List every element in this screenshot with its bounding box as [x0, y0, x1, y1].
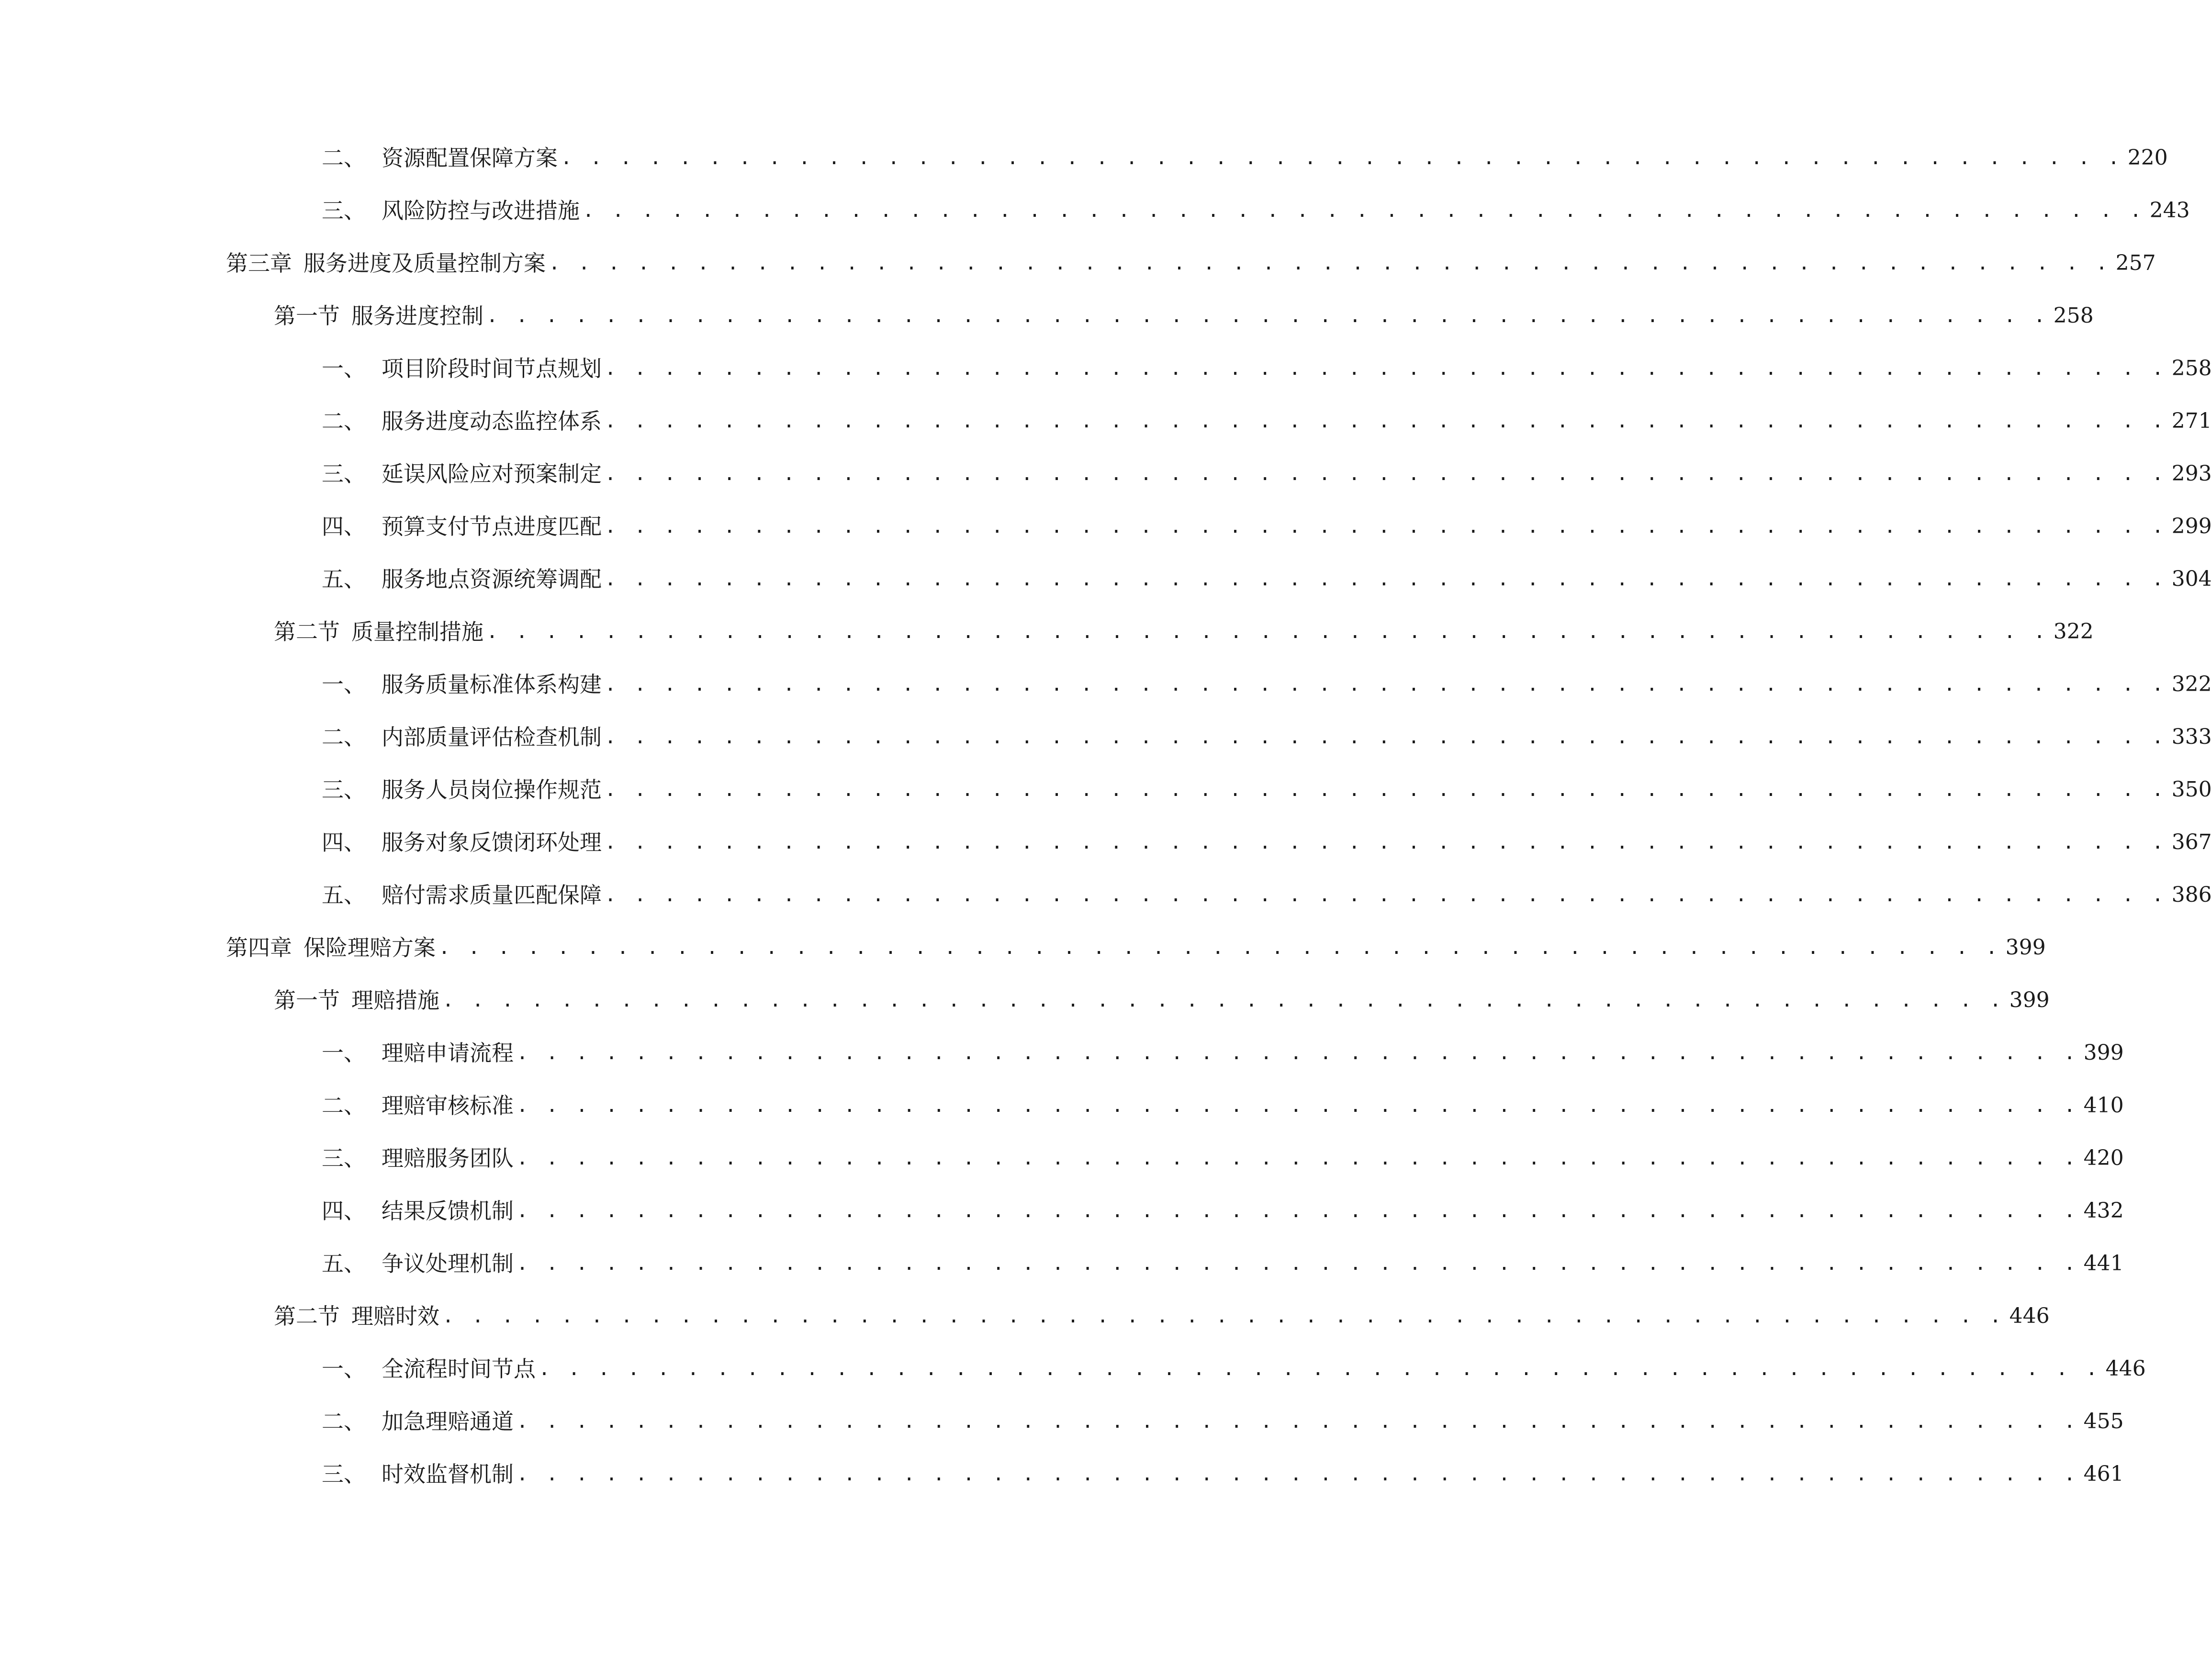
toc-entry-title: 全流程时间节点 — [382, 1356, 536, 1382]
toc-leader-dots: . . . . . . . . . . . . . . . . . . . . . . . . . . . . . . . . . . . . . . . . . . . . . . . . . . . . . — [517, 1147, 2079, 1169]
toc-entry-marker: 第四章 — [226, 935, 292, 961]
toc-entry-title: 服务进度及质量控制方案 — [303, 250, 546, 276]
toc-entry-page-number: 299 — [2171, 514, 2212, 538]
toc-leader-dots: . . . . . . . . . . . . . . . . . . . . . . . . . . . . . . . . . . . . . . . . . . . . . . . . . . . . . — [605, 515, 2167, 537]
toc-entry-title: 质量控制措施 — [351, 619, 483, 645]
toc-entry-marker: 第二节 — [274, 1303, 340, 1329]
toc-entry[interactable] — [0, 869, 2212, 921]
toc-leader-dots: . . . . . . . . . . . . . . . . . . . . . . . . . . . . . . . . . . . . . . . . . . . . . . . . . . . . . — [605, 568, 2167, 590]
toc-entry-marker: 二、 — [322, 724, 366, 750]
toc-entry-marker: 二、 — [322, 145, 366, 171]
toc-entry[interactable] — [0, 763, 2212, 816]
toc-entry-page-number: 399 — [2005, 935, 2046, 960]
toc-entry[interactable] — [0, 290, 2094, 342]
toc-entry[interactable] — [0, 711, 2212, 763]
toc-entry-marker: 一、 — [322, 356, 366, 381]
toc-entry-page-number: 441 — [2083, 1251, 2124, 1276]
toc-entry-page-number: 399 — [2083, 1041, 2124, 1065]
toc-leader-dots: . . . . . . . . . . . . . . . . . . . . . . . . . . . . . . . . . . . . . . . . . . . . . . . . . . . . . — [605, 463, 2167, 485]
toc-entry-page-number: 304 — [2171, 567, 2212, 591]
toc-leader-dots: . . . . . . . . . . . . . . . . . . . . . . . . . . . . . . . . . . . . . . . . . . . . . . . . . . . . . — [561, 147, 2123, 169]
toc-entry-marker: 第一节 — [274, 303, 340, 329]
toc-entry-page-number: 446 — [2105, 1356, 2146, 1381]
toc-entry[interactable] — [0, 658, 2212, 711]
toc-entry-marker: 一、 — [322, 672, 366, 697]
toc-leader-dots: . . . . . . . . . . . . . . . . . . . . . . . . . . . . . . . . . . . . . . . . . . . . . . . . . . . . . — [605, 358, 2167, 380]
toc-entry-title: 服务人员岗位操作规范 — [382, 777, 602, 803]
toc-leader-dots: . . . . . . . . . . . . . . . . . . . . . . . . . . . . . . . . . . . . . . . . . . . . . . . . . . . . . — [605, 779, 2167, 801]
toc-entry-page-number: 258 — [2171, 356, 2212, 381]
toc-leader-dots: . . . . . . . . . . . . . . . . . . . . . . . . . . . . . . . . . . . . . . . . . . . . . . . . . . . . . — [517, 1253, 2079, 1275]
toc-entry[interactable] — [0, 1448, 2124, 1500]
toc-entry-page-number: 386 — [2171, 883, 2212, 907]
toc-entry-title: 服务对象反馈闭环处理 — [382, 829, 602, 855]
toc-entry[interactable] — [0, 974, 2050, 1027]
toc-entry[interactable] — [0, 500, 2212, 553]
toc-entry-page-number: 243 — [2149, 198, 2190, 223]
toc-entry-title: 赔付需求质量匹配保障 — [382, 882, 602, 908]
toc-entry-page-number: 333 — [2171, 725, 2212, 749]
toc-entry-marker: 二、 — [322, 1409, 366, 1434]
toc-entry-title: 保险理赔方案 — [303, 935, 436, 961]
toc-entry-marker: 三、 — [322, 1145, 366, 1171]
toc-entry-title: 理赔措施 — [351, 987, 439, 1013]
toc-entry-marker: 第二节 — [274, 619, 340, 645]
toc-entry-page-number: 257 — [2115, 251, 2156, 275]
toc-leader-dots: . . . . . . . . . . . . . . . . . . . . . . . . . . . . . . . . . . . . . . . . . . . . . . . . . . . . . — [605, 831, 2167, 853]
toc-leader-dots: . . . . . . . . . . . . . . . . . . . . . . . . . . . . . . . . . . . . . . . . . . . . . . . . . . . . . — [539, 1358, 2101, 1380]
toc-entry-marker: 第三章 — [226, 250, 292, 276]
toc-entry-title: 内部质量评估检查机制 — [382, 724, 602, 750]
toc-entry-page-number: 446 — [2009, 1304, 2050, 1328]
toc-entry-title: 理赔服务团队 — [382, 1145, 514, 1171]
toc-entry-page-number: 220 — [2127, 146, 2168, 170]
toc-entry-marker: 四、 — [322, 1198, 366, 1224]
toc-entry-page-number: 350 — [2171, 777, 2212, 802]
toc-entry-title: 理赔时效 — [351, 1303, 439, 1329]
toc-entry-title: 时效监督机制 — [382, 1461, 514, 1487]
toc-entry[interactable] — [0, 1079, 2124, 1132]
toc-entry-title: 预算支付节点进度匹配 — [382, 514, 602, 539]
toc-entry[interactable] — [0, 1237, 2124, 1290]
toc-leader-dots: . . . . . . . . . . . . . . . . . . . . . . . . . . . . . . . . . . . . . . . . . . . . . . . . . . . . . — [605, 884, 2167, 906]
toc-entry-title: 服务进度控制 — [351, 303, 483, 329]
toc-entry-marker: 一、 — [322, 1356, 366, 1382]
toc-leader-dots: . . . . . . . . . . . . . . . . . . . . . . . . . . . . . . . . . . . . . . . . . . . . . . . . . . . . . — [605, 410, 2167, 432]
toc-entry-page-number: 293 — [2171, 461, 2212, 486]
toc-entry-title: 风险防控与改进措施 — [382, 198, 580, 224]
toc-leader-dots: . . . . . . . . . . . . . . . . . . . . . . . . . . . . . . . . . . . . . . . . . . . . . . . . . . . . . — [605, 673, 2167, 695]
toc-entry-title: 理赔申请流程 — [382, 1040, 514, 1066]
toc-leader-dots: . . . . . . . . . . . . . . . . . . . . . . . . . . . . . . . . . . . . . . . . . . . . . . . . . . . . . — [517, 1463, 2079, 1485]
toc-leader-dots: . . . . . . . . . . . . . . . . . . . . . . . . . . . . . . . . . . . . . . . . . . . . . . . . . . . . . — [549, 252, 2111, 274]
toc-entry-marker: 一、 — [322, 1040, 366, 1066]
toc-entry-title: 延误风险应对预案制定 — [382, 461, 602, 487]
toc-entry-marker: 四、 — [322, 829, 366, 855]
toc-entry-marker: 二、 — [322, 408, 366, 434]
toc-entry-title: 服务地点资源统筹调配 — [382, 566, 602, 592]
toc-entry-title: 加急理赔通道 — [382, 1409, 514, 1434]
toc-entry[interactable] — [0, 1343, 2146, 1395]
toc-entry[interactable] — [0, 132, 2168, 184]
toc-entry-marker: 五、 — [322, 566, 366, 592]
toc-entry-marker: 三、 — [322, 198, 366, 224]
toc-entry-title: 服务质量标准体系构建 — [382, 672, 602, 697]
toc-leader-dots: . . . . . . . . . . . . . . . . . . . . . . . . . . . . . . . . . . . . . . . . . . . . . . . . . . . . . — [486, 621, 2049, 643]
toc-entry-marker: 第一节 — [274, 987, 340, 1013]
toc-entry-page-number: 258 — [2053, 303, 2094, 328]
toc-entry-title: 理赔审核标准 — [382, 1093, 514, 1119]
toc-entry[interactable] — [0, 1027, 2124, 1079]
toc-entry-page-number: 432 — [2083, 1198, 2124, 1223]
toc-entry[interactable] — [0, 605, 2094, 658]
toc-entry-marker: 五、 — [322, 1251, 366, 1276]
toc-entry-marker: 三、 — [322, 1461, 366, 1487]
toc-entry-title: 争议处理机制 — [382, 1251, 514, 1276]
toc-entry-page-number: 367 — [2171, 830, 2212, 854]
toc-entry-page-number: 455 — [2083, 1409, 2124, 1433]
toc-entry[interactable] — [0, 395, 2212, 448]
toc-entry[interactable] — [0, 553, 2212, 605]
toc-entry-title: 项目阶段时间节点规划 — [382, 356, 602, 381]
toc-entry-page-number: 322 — [2171, 672, 2212, 696]
toc-entry[interactable] — [0, 342, 2212, 395]
toc-leader-dots: . . . . . . . . . . . . . . . . . . . . . . . . . . . . . . . . . . . . . . . . . . . . . . . . . . . . . — [517, 1042, 2079, 1064]
toc-leader-dots: . . . . . . . . . . . . . . . . . . . . . . . . . . . . . . . . . . . . . . . . . . . . . . . . . . . . . — [605, 726, 2167, 748]
toc-leader-dots: . . . . . . . . . . . . . . . . . . . . . . . . . . . . . . . . . . . . . . . . . . . . . . . . . . . . . — [583, 200, 2145, 222]
toc-leader-dots: . . . . . . . . . . . . . . . . . . . . . . . . . . . . . . . . . . . . . . . . . . . . . . . . . . . . . — [486, 305, 2049, 327]
toc-entry-page-number: 322 — [2053, 619, 2094, 644]
toc-entry-title: 服务进度动态监控体系 — [382, 408, 602, 434]
toc-leader-dots: . . . . . . . . . . . . . . . . . . . . . . . . . . . . . . . . . . . . . . . . . . . . . . . . . . . . . — [442, 1305, 2005, 1327]
toc-entry[interactable] — [0, 1395, 2124, 1448]
toc-leader-dots: . . . . . . . . . . . . . . . . . . . . . . . . . . . . . . . . . . . . . . . . . . . . . . . . . . . . . — [442, 989, 2005, 1011]
toc-entry-marker: 三、 — [322, 461, 366, 487]
toc-entry-marker: 五、 — [322, 882, 366, 908]
toc-entry[interactable] — [0, 184, 2190, 237]
toc-entry[interactable] — [0, 448, 2212, 500]
toc-entry-page-number: 461 — [2083, 1462, 2124, 1486]
toc-entry[interactable] — [0, 1185, 2124, 1237]
toc-entry-title: 资源配置保障方案 — [382, 145, 558, 171]
toc-entry-page-number: 399 — [2009, 988, 2050, 1012]
toc-entry-page-number: 271 — [2171, 409, 2212, 433]
toc-entry-page-number: 420 — [2083, 1146, 2124, 1170]
toc-leader-dots: . . . . . . . . . . . . . . . . . . . . . . . . . . . . . . . . . . . . . . . . . . . . . . . . . . . . . — [438, 937, 2001, 959]
toc-leader-dots: . . . . . . . . . . . . . . . . . . . . . . . . . . . . . . . . . . . . . . . . . . . . . . . . . . . . . — [517, 1410, 2079, 1433]
toc-entry[interactable] — [0, 1132, 2124, 1185]
toc-entry[interactable] — [0, 1290, 2050, 1343]
toc-entry-marker: 三、 — [322, 777, 366, 803]
toc-leader-dots: . . . . . . . . . . . . . . . . . . . . . . . . . . . . . . . . . . . . . . . . . . . . . . . . . . . . . — [517, 1200, 2079, 1222]
toc-entry[interactable] — [0, 921, 2046, 974]
toc-entry-page-number: 410 — [2083, 1093, 2124, 1118]
toc-entry[interactable] — [0, 816, 2212, 869]
toc-entry-marker: 二、 — [322, 1093, 366, 1119]
toc-leader-dots: . . . . . . . . . . . . . . . . . . . . . . . . . . . . . . . . . . . . . . . . . . . . . . . . . . . . . — [517, 1095, 2079, 1117]
toc-entry-title: 结果反馈机制 — [382, 1198, 514, 1224]
toc-entry[interactable] — [0, 237, 2156, 290]
toc-entry-marker: 四、 — [322, 514, 366, 539]
table-of-contents — [0, 132, 2212, 1500]
